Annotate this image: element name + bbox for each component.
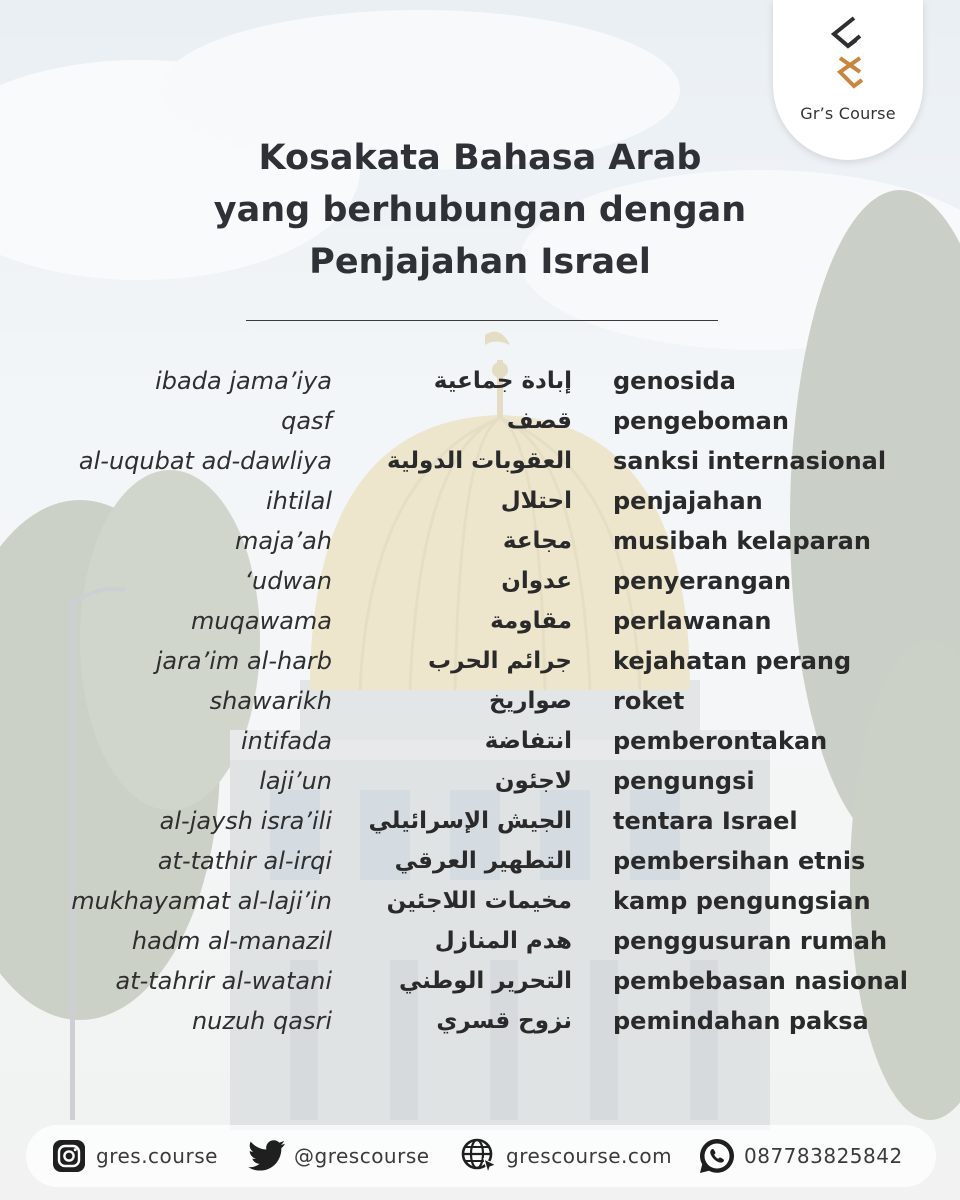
arabic-term: التحرير الوطني bbox=[398, 968, 572, 994]
indonesian-term: perlawanan bbox=[613, 607, 772, 635]
transliteration: al-uqubat ad-dawliya bbox=[78, 447, 332, 475]
indonesian-term: sanksi internasional bbox=[613, 447, 887, 475]
vocab-row bbox=[0, 441, 960, 481]
transliteration: laji’un bbox=[259, 767, 332, 795]
vocab-row bbox=[0, 841, 960, 881]
arabic-term: هدم المنازل bbox=[434, 928, 572, 954]
transliteration: shawarikh bbox=[209, 687, 332, 715]
transliteration: muqawama bbox=[191, 607, 332, 635]
arabic-term: انتفاضة bbox=[484, 728, 572, 754]
vocab-row bbox=[0, 401, 960, 441]
transliteration: ibada jama’iya bbox=[155, 367, 332, 395]
vocab-row bbox=[0, 761, 960, 801]
whatsapp-number: 087783825842 bbox=[744, 1144, 903, 1168]
transliteration: intifada bbox=[240, 727, 332, 755]
title-line-2: yang berhubungan dengan bbox=[213, 190, 747, 230]
website-link[interactable] bbox=[460, 1125, 672, 1187]
indonesian-term: penyerangan bbox=[613, 567, 792, 595]
indonesian-term: pembersihan etnis bbox=[613, 847, 866, 875]
arabic-term: مقاومة bbox=[490, 608, 572, 634]
arabic-term: التطهير العرقي bbox=[394, 848, 572, 874]
arabic-term: احتلال bbox=[500, 488, 572, 514]
arabic-term: جرائم الحرب bbox=[428, 648, 572, 674]
whatsapp-link[interactable] bbox=[698, 1125, 903, 1187]
website-url: grescourse.com bbox=[506, 1144, 673, 1168]
indonesian-term: tentara Israel bbox=[613, 807, 798, 835]
transliteration: jara’im al-harb bbox=[155, 647, 332, 675]
transliteration: qasf bbox=[281, 407, 332, 435]
transliteration: at-tahrir al-watani bbox=[115, 967, 332, 995]
indonesian-term: penggusuran rumah bbox=[613, 927, 888, 955]
instagram-link[interactable] bbox=[50, 1125, 218, 1187]
vocab-row bbox=[0, 521, 960, 561]
indonesian-term: genosida bbox=[613, 367, 736, 395]
transliteration: al-jaysh isra’ili bbox=[159, 807, 332, 835]
indonesian-term: pengungsi bbox=[613, 767, 755, 795]
transliteration: hadm al-manazil bbox=[131, 927, 332, 955]
title-line-1: Kosakata Bahasa Arab bbox=[258, 138, 702, 178]
vocab-row bbox=[0, 721, 960, 761]
grs-course-logo-icon bbox=[824, 14, 872, 94]
arabic-term: نزوح قسري bbox=[436, 1008, 572, 1034]
whatsapp-icon bbox=[698, 1137, 736, 1175]
social-footer bbox=[26, 1125, 936, 1187]
vocab-row bbox=[0, 681, 960, 721]
vocab-row bbox=[0, 921, 960, 961]
vocab-row bbox=[0, 641, 960, 681]
transliteration: at-tathir al-irqi bbox=[157, 847, 332, 875]
indonesian-term: roket bbox=[613, 687, 685, 715]
vocab-row bbox=[0, 481, 960, 521]
instagram-icon bbox=[50, 1137, 88, 1175]
indonesian-term: kejahatan perang bbox=[613, 647, 852, 675]
vocab-row bbox=[0, 801, 960, 841]
title-line-3: Penjajahan Israel bbox=[309, 242, 651, 282]
arabic-term: صواريخ bbox=[489, 688, 572, 714]
arabic-term: مخيمات اللاجئين bbox=[386, 888, 572, 914]
vocab-row bbox=[0, 881, 960, 921]
indonesian-term: pemindahan paksa bbox=[613, 1007, 869, 1035]
title-divider bbox=[246, 320, 718, 321]
vocab-row bbox=[0, 1001, 960, 1041]
brand-name: Gr’s Course bbox=[800, 104, 896, 123]
vocab-row bbox=[0, 961, 960, 1001]
vocab-row bbox=[0, 601, 960, 641]
indonesian-term: musibah kelaparan bbox=[613, 527, 871, 555]
arabic-term: قصف bbox=[506, 408, 572, 434]
arabic-term: إبادة جماعية bbox=[433, 368, 572, 394]
indonesian-term: penjajahan bbox=[613, 487, 763, 515]
twitter-link[interactable] bbox=[248, 1125, 430, 1187]
indonesian-term: pengeboman bbox=[613, 407, 789, 435]
instagram-handle: gres.course bbox=[96, 1144, 218, 1168]
twitter-icon bbox=[248, 1137, 286, 1175]
arabic-term: العقوبات الدولية bbox=[387, 448, 572, 474]
page-title bbox=[0, 132, 960, 288]
transliteration: ‘udwan bbox=[244, 567, 332, 595]
arabic-term: الجيش الإسرائيلي bbox=[368, 808, 572, 834]
twitter-handle: @grescourse bbox=[294, 1144, 430, 1168]
transliteration: nuzuh qasri bbox=[191, 1007, 332, 1035]
transliteration: maja’ah bbox=[234, 527, 332, 555]
arabic-term: مجاعة bbox=[502, 528, 572, 554]
arabic-term: عدوان bbox=[501, 568, 572, 594]
vocabulary-list bbox=[0, 361, 960, 1041]
arabic-term: لاجئون bbox=[494, 768, 572, 794]
indonesian-term: pemberontakan bbox=[613, 727, 828, 755]
globe-icon bbox=[460, 1137, 498, 1175]
transliteration: mukhayamat al-laji’in bbox=[71, 887, 332, 915]
transliteration: ihtilal bbox=[266, 487, 332, 515]
indonesian-term: kamp pengungsian bbox=[613, 887, 871, 915]
vocab-row bbox=[0, 361, 960, 401]
vocab-row bbox=[0, 561, 960, 601]
indonesian-term: pembebasan nasional bbox=[613, 967, 909, 995]
